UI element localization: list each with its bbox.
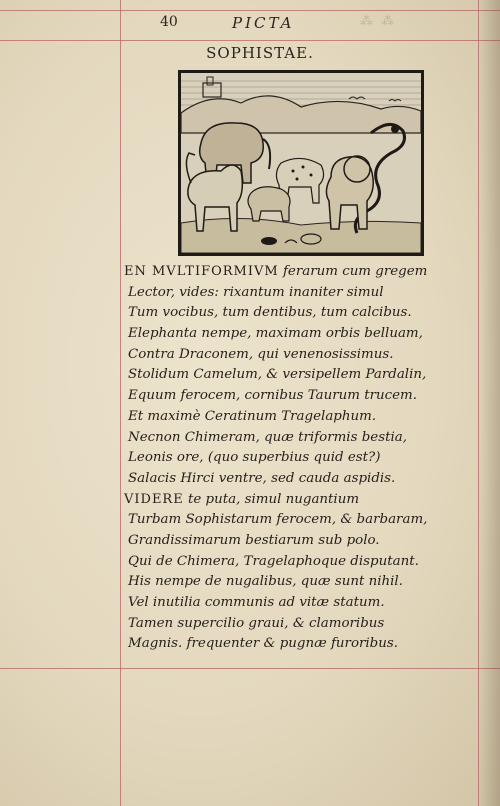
bleed-through-text: ⁂ ⁂ — [360, 14, 397, 29]
verse-line — [124, 386, 484, 407]
verse-line-text: Qui de Chimera, Tragelaphoque disputant. — [128, 553, 419, 569]
page-number: 40 — [160, 14, 178, 30]
verse-line-text: Equum ferocem, cornibus Taurum trucem. — [128, 388, 417, 404]
verse-line — [124, 365, 484, 386]
verse-line — [124, 634, 484, 655]
verse-text — [124, 262, 484, 655]
verse-line-text: Vel inutilia communis ad vitæ statum. — [128, 595, 385, 610]
verse-line-capitals: EN MVLTIFORMIVM — [124, 264, 279, 279]
verse-line — [124, 345, 484, 366]
verse-line — [124, 510, 484, 531]
woodcut-drawing — [181, 73, 421, 253]
verse-line-capitals: VIDERE — [124, 491, 184, 507]
verse-line — [124, 448, 484, 469]
verse-line — [124, 614, 484, 635]
verse-line — [124, 324, 484, 345]
verse-line-text: Tum vocibus, tum dentibus, tum calcibus. — [128, 305, 412, 321]
verse-line-text: Grandissimarum bestiarum sub polo. — [128, 532, 380, 548]
woodcut-illustration — [178, 70, 424, 256]
verse-line-text: Stolidum Camelum, & versipellem Pardalin, — [128, 367, 427, 383]
ruling-line-top — [0, 10, 500, 11]
verse-line-text: Tamen supercilio graui, & clamoribus — [128, 615, 385, 631]
verse-line-text: Necnon Chimeram, quæ triformis bestia, — [128, 429, 407, 445]
verse-line — [124, 490, 484, 511]
verse-line — [124, 572, 484, 593]
verse-line-text: ferarum cum gregem — [278, 264, 428, 279]
verse-line-text: Lector, vides: rixantum inaniter simul — [128, 284, 384, 300]
verse-line-text: Salacis Hirci ventre, sed cauda aspidis. — [128, 470, 396, 486]
verse-line-text: His nempe de nugalibus, quæ sunt nihil. — [128, 574, 403, 590]
verse-line — [124, 469, 484, 490]
verse-line-text: Elephanta nempe, maximam orbis belluam, — [128, 326, 423, 342]
verse-line-text: Magnis. frequenter & pugnæ furoribus. — [128, 636, 399, 652]
verse-line-text: Turbam Sophistarum ferocem, & barbaram, — [128, 512, 428, 528]
verse-line-text: Et maximè Ceratinum Tragelaphum. — [128, 408, 377, 424]
running-head: PICTA — [232, 14, 295, 32]
verse-line — [124, 262, 484, 283]
verse-line-text: Contra Draconem, qui venenosissimus. — [128, 346, 394, 362]
verse-line — [124, 552, 484, 573]
verse-line — [124, 593, 484, 614]
verse-line-text: te puta, simul nugantium — [183, 491, 360, 507]
verse-line — [124, 283, 484, 304]
verse-line — [124, 407, 484, 428]
ruling-line-head — [0, 40, 500, 41]
verse-line — [124, 303, 484, 324]
emblem-title: SOPHISTAE. — [206, 44, 314, 62]
verse-line-text: Leonis ore, (quo superbius quid est?) — [128, 450, 381, 466]
ruling-line-left — [120, 0, 121, 806]
verse-line — [124, 531, 484, 552]
verse-line — [124, 428, 484, 449]
ruling-line-bottom — [0, 668, 500, 669]
